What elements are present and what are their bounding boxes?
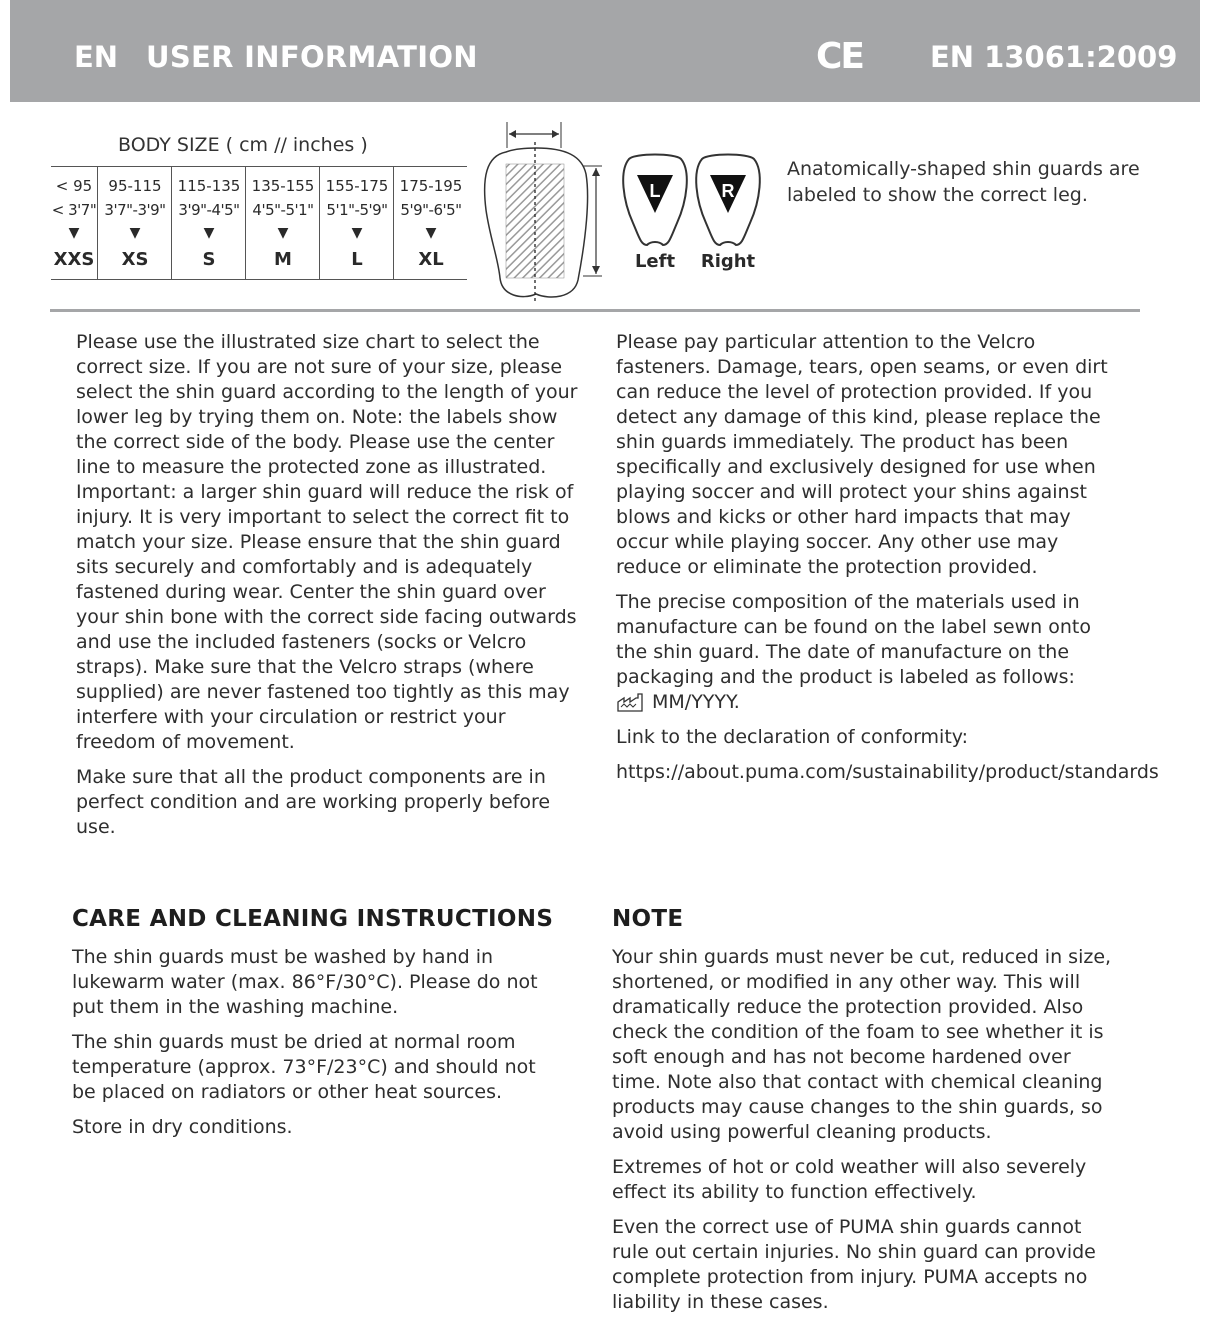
date-format: MM/YYYY. [652, 691, 740, 713]
cm-range: 135-155 [251, 177, 315, 195]
size-label: L [351, 249, 363, 270]
size-chart-caption: BODY SIZE ( cm // inches ) [118, 134, 368, 156]
inch-range: 5'9"-6'5" [400, 201, 462, 219]
size-label: XXS [53, 249, 95, 270]
liability-disclaimer: Even the correct use of PUMA shin guards cannot rule out certain injuries. No shin guard can provide complete protection from injury. PUMA accepts no liability in these cases. [612, 1216, 1096, 1313]
materials-text: The precise composition of the materials used in manufacture can be found on the label sewn onto the shin guard. The date of manufacture on the packaging and the product is labeled as follows: [616, 591, 1091, 688]
header-bar [10, 0, 1200, 102]
standard-number: EN 13061:2009 [930, 40, 1178, 74]
storage-instructions: Store in dry conditions. [72, 1116, 293, 1138]
conformity-label: Link to the declaration of conformity: [616, 726, 969, 748]
note-heading: NOTE [612, 906, 684, 932]
cm-range: < 95 [55, 177, 93, 195]
size-label: M [274, 249, 292, 270]
down-arrow-icon: ▼ [425, 225, 437, 241]
left-text-column [76, 330, 588, 850]
inch-range: 5'1"-5'9" [326, 201, 388, 219]
size-label: S [202, 249, 216, 270]
down-arrow-icon: ▼ [129, 225, 141, 241]
sizing-instructions: Please use the illustrated size chart to select the correct size. If you are not sure of your size, please select the shin guard according to the length of your lower leg by trying them on. Note: the labels show the correct side of the body. Please use the center line to measure the protected zone as illustrated. Important: a larger shin guard will reduce the risk of injury. It is very important to select the correct fit to match your size. Please ensure that the shin guard sits securely and comfortably and is adequately fastened during wear. Center the shin guard over your shin bone with the correct side facing outwards and use the included fasteners (socks or Velcro straps). Make sure that the Velcro straps (where supplied) are never fastened too tightly as this may interfere with your circulation or restrict your freedom of movement. [76, 331, 578, 753]
inch-range: < 3'7" [51, 201, 97, 219]
manufacturer-factory-icon [616, 693, 646, 713]
care-text-column [72, 945, 562, 1150]
down-arrow-icon: ▼ [203, 225, 215, 241]
size-column [245, 167, 320, 279]
size-label: XS [121, 249, 149, 270]
size-column [51, 167, 97, 279]
size-label: XL [418, 249, 444, 270]
note-text-column [612, 945, 1112, 1325]
washing-instructions: The shin guards must be washed by hand in lukewarm water (max. 86°F/30°C). Please do not put them in the washing machine. [72, 946, 538, 1018]
cm-range: 175-195 [399, 177, 463, 195]
care-heading: CARE AND CLEANING INSTRUCTIONS [72, 906, 554, 932]
right-guard-icon [688, 145, 768, 305]
inch-range: 3'7"-3'9" [104, 201, 166, 219]
size-column [393, 167, 468, 279]
drying-instructions: The shin guards must be dried at normal room temperature (approx. 73°F/23°C) and should not be placed on radiators or other heat sources. [72, 1031, 536, 1103]
component-check-note: Make sure that all the product components are in perfect condition and are working properly before use. [76, 766, 551, 838]
language-code: EN [74, 40, 119, 74]
page-title: USER INFORMATION [146, 40, 478, 74]
inch-range: 4'5"-5'1" [252, 201, 314, 219]
size-column [319, 167, 394, 279]
modification-warning: Your shin guards must never be cut, reduced in size, shortened, or modified in any other way. This will dramatically reduce the protection provided. Also check the condition of the foam to see whether it is soft enough and has not become hardened over time. Note also that contact with chemical cleaning products may cause changes to the shin guards, so avoid using powerful cleaning products. [612, 946, 1112, 1143]
size-column [171, 167, 246, 279]
size-column [97, 167, 172, 279]
conformity-link[interactable]: https://about.puma.com/sustainability/product/standards [616, 761, 1159, 783]
inch-range: 3'9"-4'5" [178, 201, 240, 219]
anatomical-guard-note: Anatomically-shaped shin guards are labeled to show the correct leg. [787, 158, 1140, 206]
weather-warning: Extremes of hot or cold weather will also severely effect its ability to function effectively. [612, 1156, 1087, 1203]
down-arrow-icon: ▼ [277, 225, 289, 241]
velcro-note: Please pay particular attention to the Velcro fasteners. Damage, tears, open seams, or even dirt can reduce the level of protection provided. If you detect any damage of this kind, please replace the shin guards immediately. The product has been specifically and exclusively designed for use when playing soccer and will protect your shins against blows and kicks or other hard impacts that may occur while playing soccer. Any other use may reduce or eliminate the protection provided. [616, 331, 1108, 578]
cm-range: 155-175 [325, 177, 389, 195]
shin-guard-measure-diagram [478, 118, 608, 308]
guard-caption: Left [634, 251, 676, 272]
size-chart-table [51, 166, 467, 280]
right-text-column [616, 330, 1159, 795]
down-arrow-icon: ▼ [68, 225, 80, 241]
section-divider [50, 309, 1140, 312]
cm-range: 115-135 [177, 177, 241, 195]
left-guard-icon [615, 145, 695, 305]
guard-letter: R [721, 181, 735, 201]
ce-mark: CE [816, 36, 864, 77]
guard-letter: L [649, 181, 661, 201]
cm-range: 95-115 [108, 177, 162, 195]
guard-caption: Right [700, 251, 756, 272]
down-arrow-icon: ▼ [351, 225, 363, 241]
materials-note [616, 590, 1128, 715]
